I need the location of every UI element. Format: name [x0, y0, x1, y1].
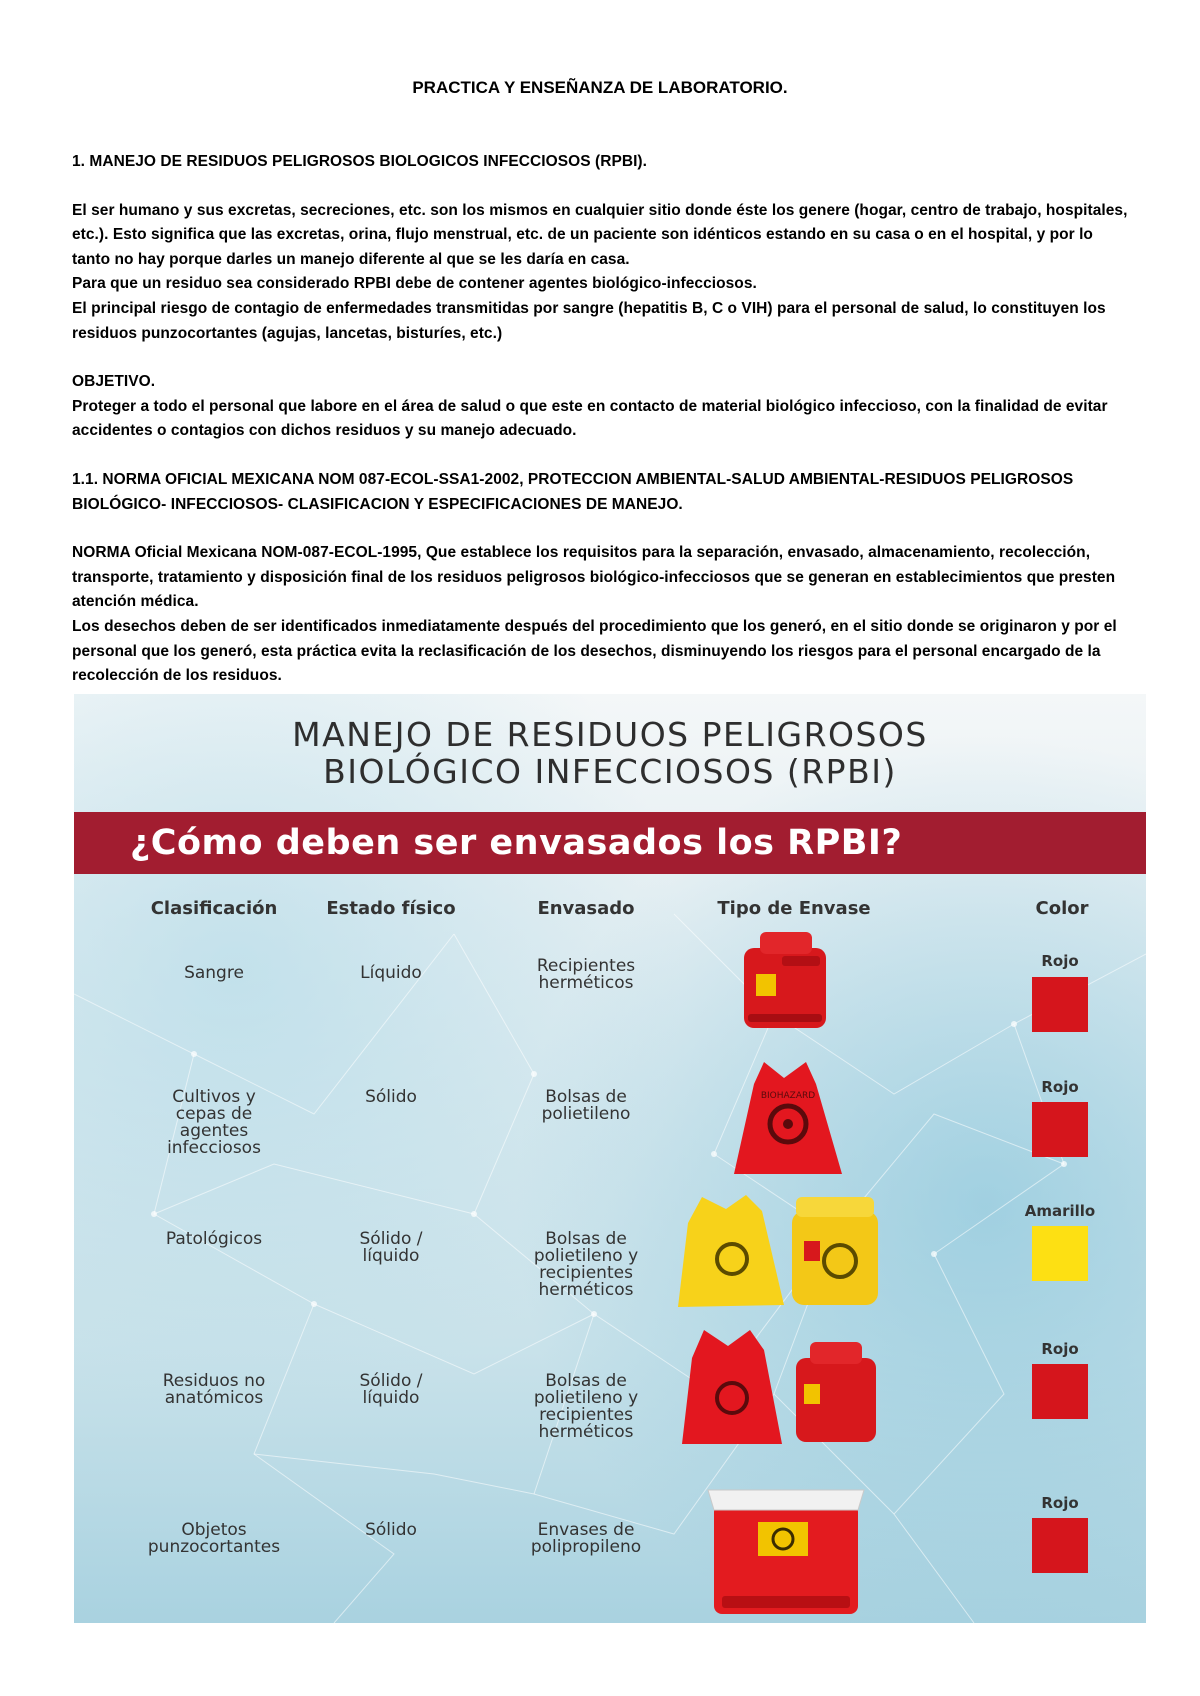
infographic-title-line-2: BIOLÓGICO INFECCIOSOS (RPBI): [323, 752, 897, 791]
header-tipo-envase: Tipo de Envase: [717, 898, 871, 919]
section-1-1-heading: 1.1. NORMA OFICIAL MEXICANA NOM 087-ECOL-SSA1-2002, PROTECCION AMBIENTAL-SALUD AMBIENTAL-RESIDUOS PELIGROSOS BIOLÓGICO- INFECCIOSOS- CLASIFICACION Y ESPECIFICACIONES DE MANEJO.: [72, 470, 1074, 513]
objetivo-text: Proteger a todo el personal que labore en el área de salud o que este en contacto de material biológico infeccioso, con la finalidad de evitar accidentes o contagios con dichos residuos y su manejo adecuado.: [72, 397, 1108, 440]
row-2-color-name: Rojo: [1041, 1078, 1079, 1096]
row-4-color-swatch: [1032, 1364, 1088, 1419]
row-2-estado: Sólido: [365, 1087, 417, 1107]
document-body: [72, 150, 1132, 689]
row-2-color-swatch: [1032, 1102, 1088, 1157]
infographic-banner: ¿Cómo deben ser envasados los RPBI?: [74, 812, 1146, 874]
row-3-color-name: Amarillo: [1024, 1202, 1096, 1220]
row-3-clasificacion: Patológicos: [165, 1229, 263, 1249]
red-sharps-container-icon: [738, 926, 834, 1036]
norma-paragraph: NORMA Oficial Mexicana NOM-087-ECOL-1995, Que establece los requisitos para la separación, envasado, almacenamiento, recolección, transporte, tratamiento y disposición final de los residuos peligrosos biológico-infecciosos que se generan en establecimientos que presten atención médica.: [72, 544, 1116, 611]
paragraph-rpbi-definition: Para que un residuo sea considerado RPBI debe de contener agentes biológico-infecciosos.: [72, 275, 757, 293]
row-5-estado: Sólido: [365, 1520, 417, 1540]
row-3-estado: Sólido / líquido: [359, 1229, 423, 1266]
row-4-envasado: Bolsas de polietileno y recipientes herméticos: [533, 1371, 639, 1442]
infographic-title-line-1: MANEJO DE RESIDUOS PELIGROSOS: [292, 715, 928, 754]
red-biohazard-bag-icon: [724, 1056, 852, 1184]
row-1-color-swatch: [1032, 977, 1088, 1032]
row-2-envasado: Bolsas de polietileno: [541, 1087, 631, 1124]
paragraph-excretas: El ser humano y sus excretas, secreciones, etc. son los mismos en cualquier sitio donde éste los genere (hogar, centro de trabajo, hospitales, etc.). Esto significa que las excretas, orina, flujo menstrual, etc. de un paciente son idénticos estando en su casa o en el hospital, y por lo tanto no hay porque darles un manejo diferente al que se les daría en casa.: [72, 201, 1128, 268]
svg-text:BIOHAZARD: BIOHAZARD: [760, 1091, 816, 1101]
header-color: Color: [1035, 898, 1089, 919]
row-1-envasado: Recipientes herméticos: [536, 956, 636, 993]
header-estado-fisico: Estado físico: [326, 898, 456, 919]
paragraph-risk: El principal riesgo de contagio de enfermedades transmitidas por sangre (hepatitis B, C o VIH) para el personal de salud, lo constituyen los residuos punzocortantes (agujas, lancetas, bisturíes, etc.): [72, 299, 1106, 342]
row-5-color-name: Rojo: [1041, 1494, 1079, 1512]
rpbi-infographic: [74, 694, 1146, 1623]
row-1-color-name: Rojo: [1041, 952, 1079, 970]
red-polypropylene-container-icon: [698, 1470, 874, 1618]
row-1-clasificacion: Sangre: [184, 963, 244, 983]
row-5-envasado: Envases de polipropileno: [530, 1520, 642, 1557]
row-4-color-name: Rojo: [1041, 1340, 1079, 1358]
red-bag-and-container-icon: [678, 1324, 884, 1448]
row-4-estado: Sólido / líquido: [359, 1371, 423, 1408]
header-envasado: Envasado: [537, 898, 635, 919]
objetivo-heading: OBJETIVO.: [72, 373, 156, 391]
desechos-paragraph: Los desechos deben de ser identificados inmediatamente después del procedimiento que los generó, en el sitio donde se originaron y por el personal que los generó, esta práctica evita la reclasificación de los desechos, disminuyendo los riesgos para el personal encargado de la recolección de los residuos.: [72, 617, 1117, 685]
header-clasificacion: Clasificación: [150, 898, 278, 919]
row-5-color-swatch: [1032, 1518, 1088, 1573]
yellow-bag-and-container-icon: [674, 1187, 890, 1313]
row-4-clasificacion: Residuos no anatómicos: [162, 1371, 266, 1408]
row-1-estado: Líquido: [360, 963, 422, 983]
row-3-envasado: Bolsas de polietileno y recipientes herméticos: [533, 1229, 639, 1300]
row-3-color-swatch: [1032, 1226, 1088, 1281]
row-5-clasificacion: Objetos punzocortantes: [147, 1520, 281, 1557]
document-title: PRACTICA Y ENSEÑANZA DE LABORATORIO.: [412, 78, 788, 97]
row-2-clasificacion: Cultivos y cepas de agentes infecciosos: [167, 1087, 261, 1158]
section-1-heading: 1. MANEJO DE RESIDUOS PELIGROSOS BIOLOGICOS INFECCIOSOS (RPBI).: [72, 153, 647, 170]
